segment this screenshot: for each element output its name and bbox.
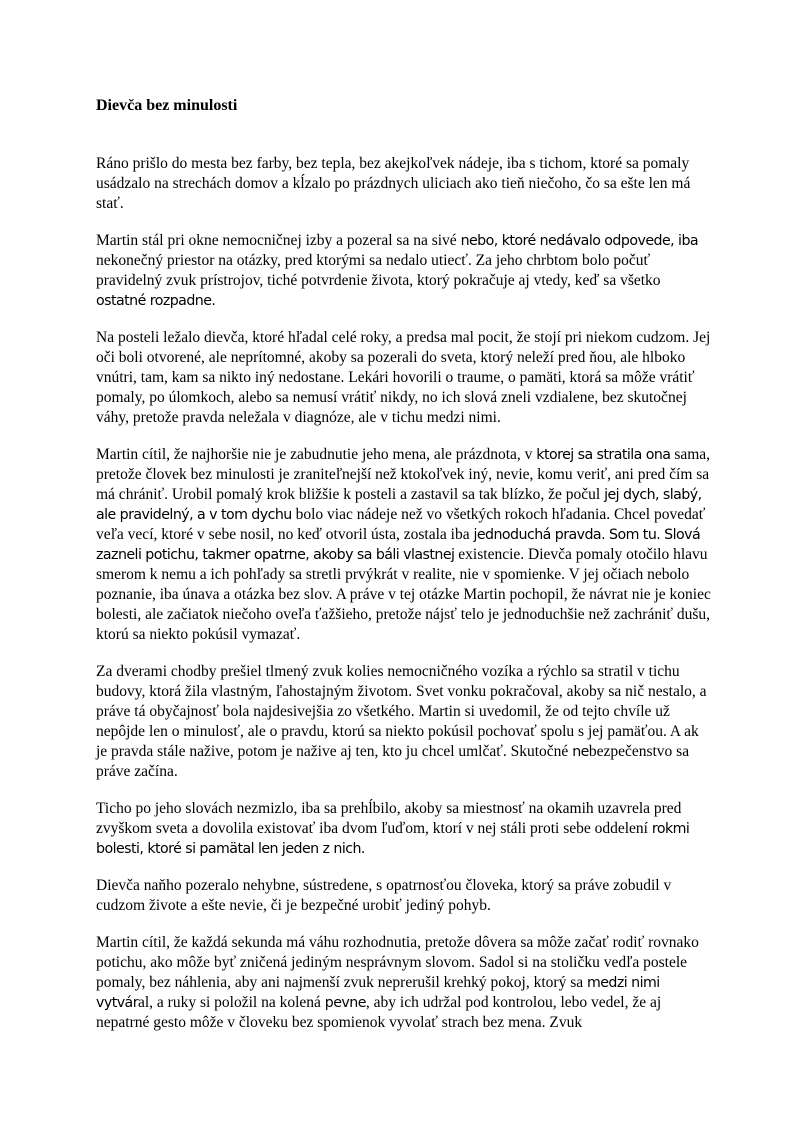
text-run: rokmi bolesti, ktoré si pamätal len jeden z nich. (96, 821, 690, 857)
paragraph (96, 876, 712, 916)
text-run: ne (572, 744, 589, 760)
text-run: nebo, ktoré nedávalo odpovede, iba (460, 233, 699, 249)
text-run: , aby ich udržal pod kontrolou, lebo vedel, že aj nepatrné gesto môže v človeku bez spomienok vyvolať strach bez mena. Zvuk (96, 994, 662, 1031)
text-run: Martin stál pri okne nemocničnej izby a pozeral sa na sivé (96, 232, 461, 249)
paragraph (96, 933, 712, 1033)
text-run: bolo viac nádeje než vo všetkých rokoch hľadania. Chcel povedať veľa vecí, ktoré v sebe nosil, no keď otvoril ústa, zostala iba (96, 506, 706, 543)
paragraph (96, 799, 712, 859)
text-run: Na posteli ležalo dievča, ktoré hľadal celé roky, a predsa mal pocit, že stojí pri niekom cudzom. Jej oči boli otvorené, ale neprítomné, akoby sa pozerali do sveta, ktorý neleží pred ňou, ale hlboko vnútri, tam, kam sa nikto iný nedostane. Lekári hovorili o traume, o pamäti, ktorá sa môže vrátiť pomaly, po úlomkoch, alebo sa nemusí vrátiť nikdy, no ich slová zneli vzdialene, bez skutočnej váhy, pretože pravda neležala v diagnóze, ale v tichu medzi nimi. (96, 329, 711, 426)
text-run: Martin cítil, že každá sekunda má váhu rozhodnutia, pretože dôvera sa môže začať rodiť rovnako potichu, ako môže byť zničená jediným nesprávnym slovom. Sadol si na stoličku vedľa postele pomaly, bez náhlenia, aby ani najmenší zvuk neprerušil krehký pokoj, ktorý sa (96, 934, 699, 991)
text-run: al, a ruky si položil na kolená (137, 994, 325, 1011)
paragraph (96, 445, 712, 645)
paragraph (96, 154, 712, 214)
text-run: sama, pretože človek bez minulosti je zraniteľnejší než ktokoľvek iný, nevie, komu veriť, ani pred čím sa má chrániť. Urobil pomalý krok bližšie k posteli a zastavil sa tak blízko, že počul (96, 446, 711, 503)
text-run: existencie. Dievča pomaly otočilo hlavu smerom k nemu a ich pohľady sa stretli prvýkrát v realite, nie v spomienke. V jej očiach nebolo poznanie, iba únava a otázka bez slov. A práve v tej otázke Martin pochopil, že návrat nie je koniec bolesti, ale začiatok niečoho oveľa ťažšieho, pretože nájsť telo je jednoduchšie než zachrániť dušu, ktorú sa niekto pokúsil vymazať. (96, 546, 711, 643)
text-run: jej dych, slabý, ale pravidelný, a v tom dychu (96, 487, 702, 523)
paragraph (96, 662, 712, 782)
text-run: medzi nimi vytvár (96, 975, 660, 1011)
text-run: bezpečenstvo sa práve začína. (96, 743, 690, 780)
document-title: Dievča bez minulosti (96, 97, 238, 114)
text-run: Martin cítil, že najhoršie nie je zabudnutie jeho mena, ale prázdnota, v (96, 446, 537, 463)
text-run: Dievča naňho pozeralo nehybne, sústredene, s opatrnosťou človeka, ktorý sa práve zobudil v cudzom živote a ešte nevie, či je bezpečné urobiť jediný pohyb. (96, 877, 672, 914)
paragraph (96, 328, 712, 428)
text-run: Ráno prišlo do mesta bez farby, bez tepla, bez akejkoľvek nádeje, iba s tichom, ktoré sa pomaly usádzalo na strechách domov a kĺzalo po prázdnych uliciach ako tieň niečoho, čo sa ešte len má stať. (96, 155, 691, 212)
text-run: Za dverami chodby prešiel tlmený zvuk kolies nemocničného vozíka a rýchlo sa stratil v tichu budovy, ktorá žila vlastným, ľahostajným životom. Svet vonku pokračoval, akoby sa nič nestalo, a práve tá obyčajnosť bola najdesivejšia zo všetkého. Martin si uvedomil, že od tejto chvíle už nepôjde len o minulosť, ale o pravdu, ktorú sa niekto pokúsil pochovať spolu s jej pamäťou. A ak je pravda stále nažive, potom je nažive aj ten, kto ju chcel umlčať. Skutočné (96, 663, 707, 760)
text-run: nekonečný priestor na otázky, pred ktorými sa nedalo utiecť. Za jeho chrbtom bolo počuť pravidelný zvuk prístrojov, tiché potvrdenie života, ktorý pokračuje aj vtedy, keď sa všetko (96, 252, 661, 289)
text-run: ostatné rozpadne. (96, 293, 216, 309)
document-body (96, 154, 712, 1033)
text-run: ktorej sa stratila ona (536, 447, 671, 463)
text-run: Ticho po jeho slovách nezmizlo, iba sa prehĺbilo, akoby sa miestnosť na okamih uzavrela pred zvyškom sveta a dovolila existovať iba dvom ľuďom, ktorí v nej stáli proti sebe oddelení (96, 800, 682, 837)
paragraph (96, 231, 712, 311)
text-run: jednoduchá pravda. Som tu. Slová zazneli potichu, takmer opatrne, akoby sa báli vlastnej (96, 527, 701, 563)
text-run: pevne (324, 995, 366, 1011)
